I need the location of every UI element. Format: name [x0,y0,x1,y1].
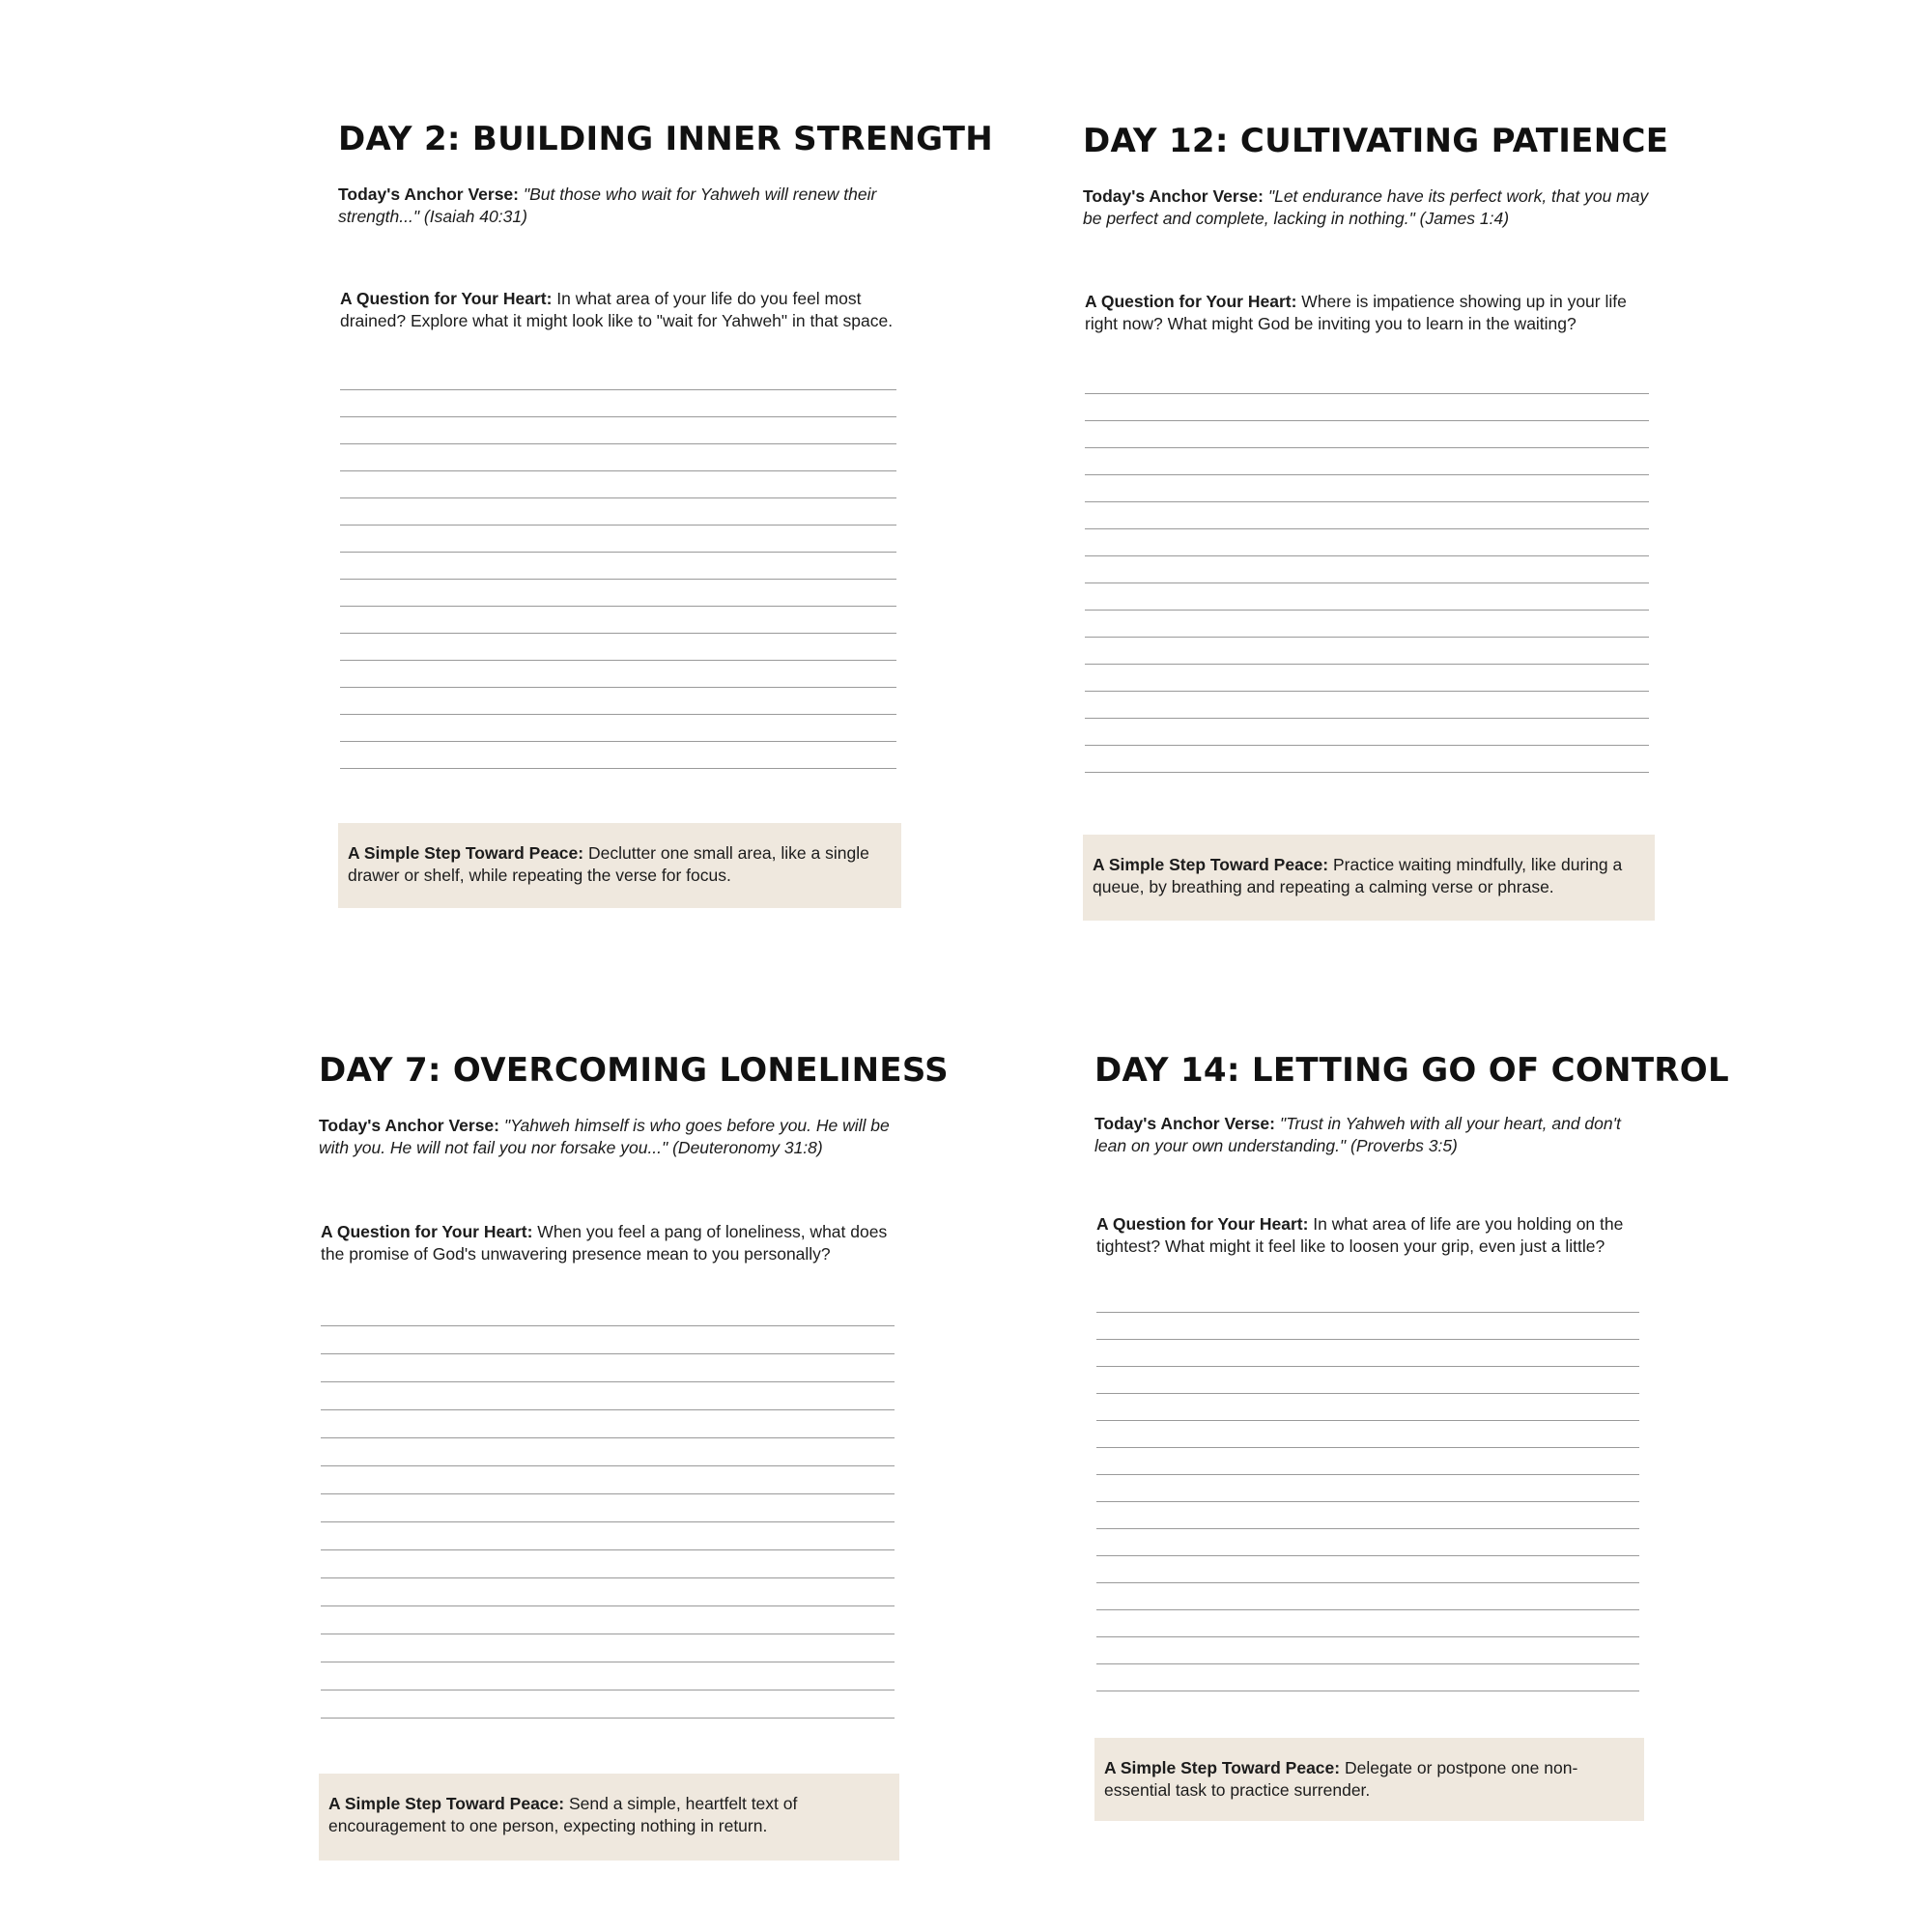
writing-line[interactable] [1096,1664,1639,1691]
writing-line[interactable] [1085,692,1649,719]
heart-question-text: In what area of your life do you feel most drained? Explore what it might look like to "wait for Yahweh" in that space. [340,289,894,330]
peace-step-box [319,1774,899,1861]
writing-line[interactable] [1085,475,1649,502]
writing-line[interactable] [1096,1502,1639,1529]
anchor-verse-label: Today's Anchor Verse: [1083,186,1264,206]
heart-question-text: Where is impatience showing up in your life right now? What might God be inviting you to learn in the waiting? [1085,292,1627,333]
day-title: DAY 7: OVERCOMING LONELINESS [319,1051,949,1090]
writing-line[interactable] [321,1494,895,1522]
peace-step-label: A Simple Step Toward Peace: [348,843,584,863]
anchor-verse-label: Today's Anchor Verse: [1094,1114,1275,1133]
peace-step-label: A Simple Step Toward Peace: [328,1794,565,1813]
writing-line[interactable] [1096,1313,1639,1340]
writing-line[interactable] [1085,394,1649,421]
writing-line[interactable] [321,1354,895,1382]
day-title: DAY 2: BUILDING INNER STRENGTH [338,120,994,158]
anchor-verse [319,1115,898,1159]
writing-line[interactable] [321,1438,895,1466]
peace-step-box [1083,835,1655,921]
writing-line[interactable] [321,1578,895,1606]
writing-line[interactable] [340,553,896,580]
writing-line[interactable] [340,390,896,417]
anchor-verse-text: "Trust in Yahweh with all your heart, and don't lean on your own understanding." (Proverbs 3:5) [1094,1114,1621,1155]
peace-step-text: Delegate or postpone one non-essential task to practice surrender. [1104,1758,1578,1800]
writing-line[interactable] [1096,1286,1639,1313]
peace-step-text: Declutter one small area, like a single drawer or shelf, while repeating the verse for focus. [348,843,869,885]
heart-question-text: When you feel a pang of loneliness, what does the promise of God's unwavering presence mean to you personally? [321,1222,888,1264]
writing-line[interactable] [321,1550,895,1578]
writing-line[interactable] [340,688,896,715]
heart-question [1096,1213,1652,1258]
writing-line[interactable] [1085,421,1649,448]
writing-line[interactable] [340,715,896,742]
anchor-verse-label: Today's Anchor Verse: [338,185,519,204]
anchor-verse [1094,1113,1655,1157]
writing-line[interactable] [321,1326,895,1354]
anchor-verse-text: "But those who wait for Yahweh will renew their strength..." (Isaiah 40:31) [338,185,877,226]
writing-line[interactable] [340,363,896,390]
writing-line[interactable] [1096,1556,1639,1583]
day-title: DAY 14: LETTING GO OF CONTROL [1094,1051,1729,1090]
writing-line[interactable] [340,498,896,526]
heart-question-label: A Question for Your Heart: [1085,292,1297,311]
day-title: DAY 12: CULTIVATING PATIENCE [1083,122,1669,160]
writing-line[interactable] [1085,448,1649,475]
writing-line[interactable] [340,417,896,444]
writing-line[interactable] [340,634,896,661]
writing-line[interactable] [340,742,896,769]
writing-line[interactable] [1096,1421,1639,1448]
heart-question [321,1221,895,1265]
writing-line[interactable] [321,1606,895,1634]
writing-line[interactable] [1096,1340,1639,1367]
heart-question-label: A Question for Your Heart: [340,289,553,308]
peace-step-box [1094,1738,1644,1821]
writing-line[interactable] [1096,1583,1639,1610]
anchor-verse [338,184,908,228]
heart-question-label: A Question for Your Heart: [1096,1214,1309,1234]
writing-line[interactable] [321,1634,895,1662]
writing-line[interactable] [321,1662,895,1690]
writing-line[interactable] [1085,746,1649,773]
writing-line[interactable] [321,1466,895,1494]
writing-line[interactable] [1096,1610,1639,1637]
writing-lines[interactable] [1096,1286,1639,1691]
writing-line[interactable] [340,471,896,498]
heart-question-text: In what area of life are you holding on the tightest? What might it feel like to loosen your grip, even just a little? [1096,1214,1624,1256]
anchor-verse [1083,185,1662,230]
writing-line[interactable] [340,661,896,688]
writing-line[interactable] [340,607,896,634]
writing-line[interactable] [340,580,896,607]
writing-line[interactable] [1096,1367,1639,1394]
writing-line[interactable] [1085,583,1649,611]
anchor-verse-text: "Yahweh himself is who goes before you. He will be with you. He will not fail you nor forsake you..." (Deuteronomy 31:8) [319,1116,890,1157]
writing-line[interactable] [321,1410,895,1438]
writing-line[interactable] [1085,719,1649,746]
peace-step-text: Send a simple, heartfelt text of encouragement to one person, expecting nothing in return. [328,1794,798,1835]
writing-line[interactable] [1096,1475,1639,1502]
heart-question-label: A Question for Your Heart: [321,1222,533,1241]
writing-line[interactable] [340,444,896,471]
writing-line[interactable] [321,1382,895,1410]
peace-step-label: A Simple Step Toward Peace: [1104,1758,1341,1777]
writing-line[interactable] [1085,502,1649,529]
writing-line[interactable] [1096,1448,1639,1475]
writing-line[interactable] [1085,611,1649,638]
anchor-verse-label: Today's Anchor Verse: [319,1116,499,1135]
peace-step-box [338,823,901,908]
writing-line[interactable] [340,526,896,553]
writing-line[interactable] [321,1298,895,1326]
writing-line[interactable] [1085,665,1649,692]
peace-step-text: Practice waiting mindfully, like during a queue, by breathing and repeating a calming verse or phrase. [1093,855,1623,896]
peace-step-label: A Simple Step Toward Peace: [1093,855,1329,874]
writing-lines[interactable] [1085,367,1649,773]
writing-line[interactable] [321,1690,895,1719]
writing-line[interactable] [1096,1394,1639,1421]
anchor-verse-text: "Let endurance have its perfect work, that you may be perfect and complete, lacking in nothing." (James 1:4) [1083,186,1649,228]
writing-line[interactable] [1096,1529,1639,1556]
writing-lines[interactable] [321,1298,895,1719]
writing-line[interactable] [1096,1637,1639,1664]
writing-line[interactable] [1085,638,1649,665]
writing-line[interactable] [1085,529,1649,556]
writing-lines[interactable] [340,363,896,769]
writing-line[interactable] [1085,367,1649,394]
writing-line[interactable] [1085,556,1649,583]
writing-line[interactable] [321,1522,895,1550]
heart-question [1085,291,1660,335]
heart-question [340,288,905,332]
